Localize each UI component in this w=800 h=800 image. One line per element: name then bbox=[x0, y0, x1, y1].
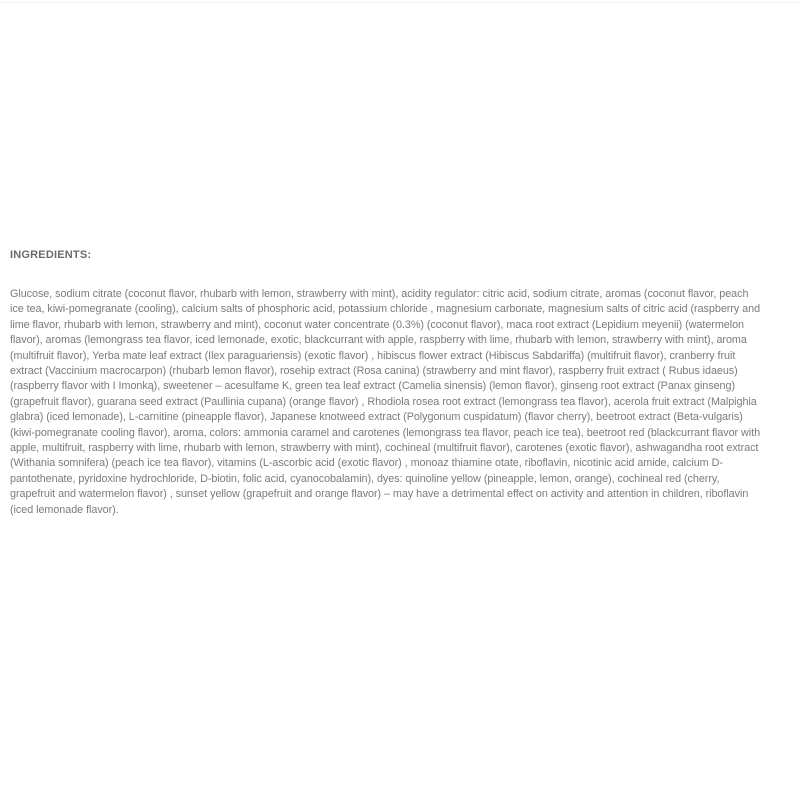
ingredients-line: (raspberry flavor with I Imonką), sweetener – acesulfame K, green tea leaf extract (Camelia sinensis) (lemon flavor), ginseng root extract (Panax ginseng) bbox=[10, 380, 736, 393]
ingredients-line: flavor), aromas (lemongrass tea flavor, iced lemonade, exotic, blackcurrant with apple, raspberry with lime, rhubarb with lemon, strawberry with mint), aroma bbox=[10, 334, 747, 347]
ingredients-line: apple, multifruit, raspberry with lime, rhubarb with lemon, strawberry with mint), cochineal (multifruit flavor), carotenes (exotic flavor), ashwagandha root extract bbox=[10, 442, 759, 455]
top-divider bbox=[0, 2, 800, 3]
ingredients-section bbox=[10, 249, 792, 518]
ingredients-line: (multifruit flavor), Yerba mate leaf extract (Ilex paraguariensis) (exotic flavor) , hibiscus flower extract (Hibiscus Sabdariffa) (multifruit flavor), cranberry fruit bbox=[10, 349, 736, 362]
ingredients-line: extract (Vaccinium macrocarpon) (rhubarb lemon flavor), rosehip extract (Rosa canina) (strawberry and mint flavor), raspberry fruit extract ( Rubus idaeus) bbox=[10, 365, 738, 378]
ingredients-line: lime flavor, rhubarb with lemon, strawberry and mint), coconut water concentrate (0.3%) (coconut flavor), maca root extract (Lepidium meyenii) (watermelon bbox=[10, 318, 744, 331]
ingredients-line: (kiwi-pomegranate cooling flavor), aroma, colors: ammonia caramel and carotenes (lemongrass tea flavor, peach ice tea), beetroot red (blackcurrant flavor with bbox=[10, 426, 761, 439]
ingredients-line: Glucose, sodium citrate (coconut flavor, rhubarb with lemon, strawberry with mint), acidity regulator: citric acid, sodium citrate, aromas (coconut flavor, peach bbox=[10, 288, 749, 300]
ingredients-line: glabra) (iced lemonade), L-carnitine (pineapple flavor), Japanese knotweed extract (Polygonum cuspidatum) (flavor cherry), beetroot extract (Beta-vulgaris) bbox=[10, 411, 743, 424]
ingredients-line: ice tea, kiwi-pomegranate (cooling), calcium salts of phosphoric acid, potassium chloride , magnesium carbonate, magnesium salts of citric acid (raspberry and bbox=[10, 303, 761, 316]
ingredients-line: (iced lemonade flavor). bbox=[10, 503, 119, 516]
ingredients-line: pantothenate, pyridoxine hydrochloride, D-biotin, folic acid, cyanocobalamin), dyes: quinoline yellow (pineapple, lemon, orange), cochineal red (cherry, bbox=[10, 472, 720, 485]
ingredients-line: (Withania somnifera) (peach ice tea flavor), vitamins (L-ascorbic acid (exotic flavor) , monoaz thiamine otate, riboflavin, nicotinic acid amide, calcium D- bbox=[10, 457, 723, 470]
ingredients-heading: INGREDIENTS: bbox=[10, 249, 92, 261]
ingredients-line: (grapefruit flavor), guarana seed extract (Paullinia cupana) (orange flavor) , Rhodiola rosea root extract (lemongrass tea flavor), acerola fruit extract (Malpighia bbox=[10, 395, 757, 408]
ingredients-line: grapefruit and watermelon flavor) , sunset yellow (grapefruit and orange flavor) – may have a detrimental effect on activity and attention in children, riboflavin bbox=[10, 488, 749, 501]
ingredients-paragraph bbox=[10, 287, 792, 518]
